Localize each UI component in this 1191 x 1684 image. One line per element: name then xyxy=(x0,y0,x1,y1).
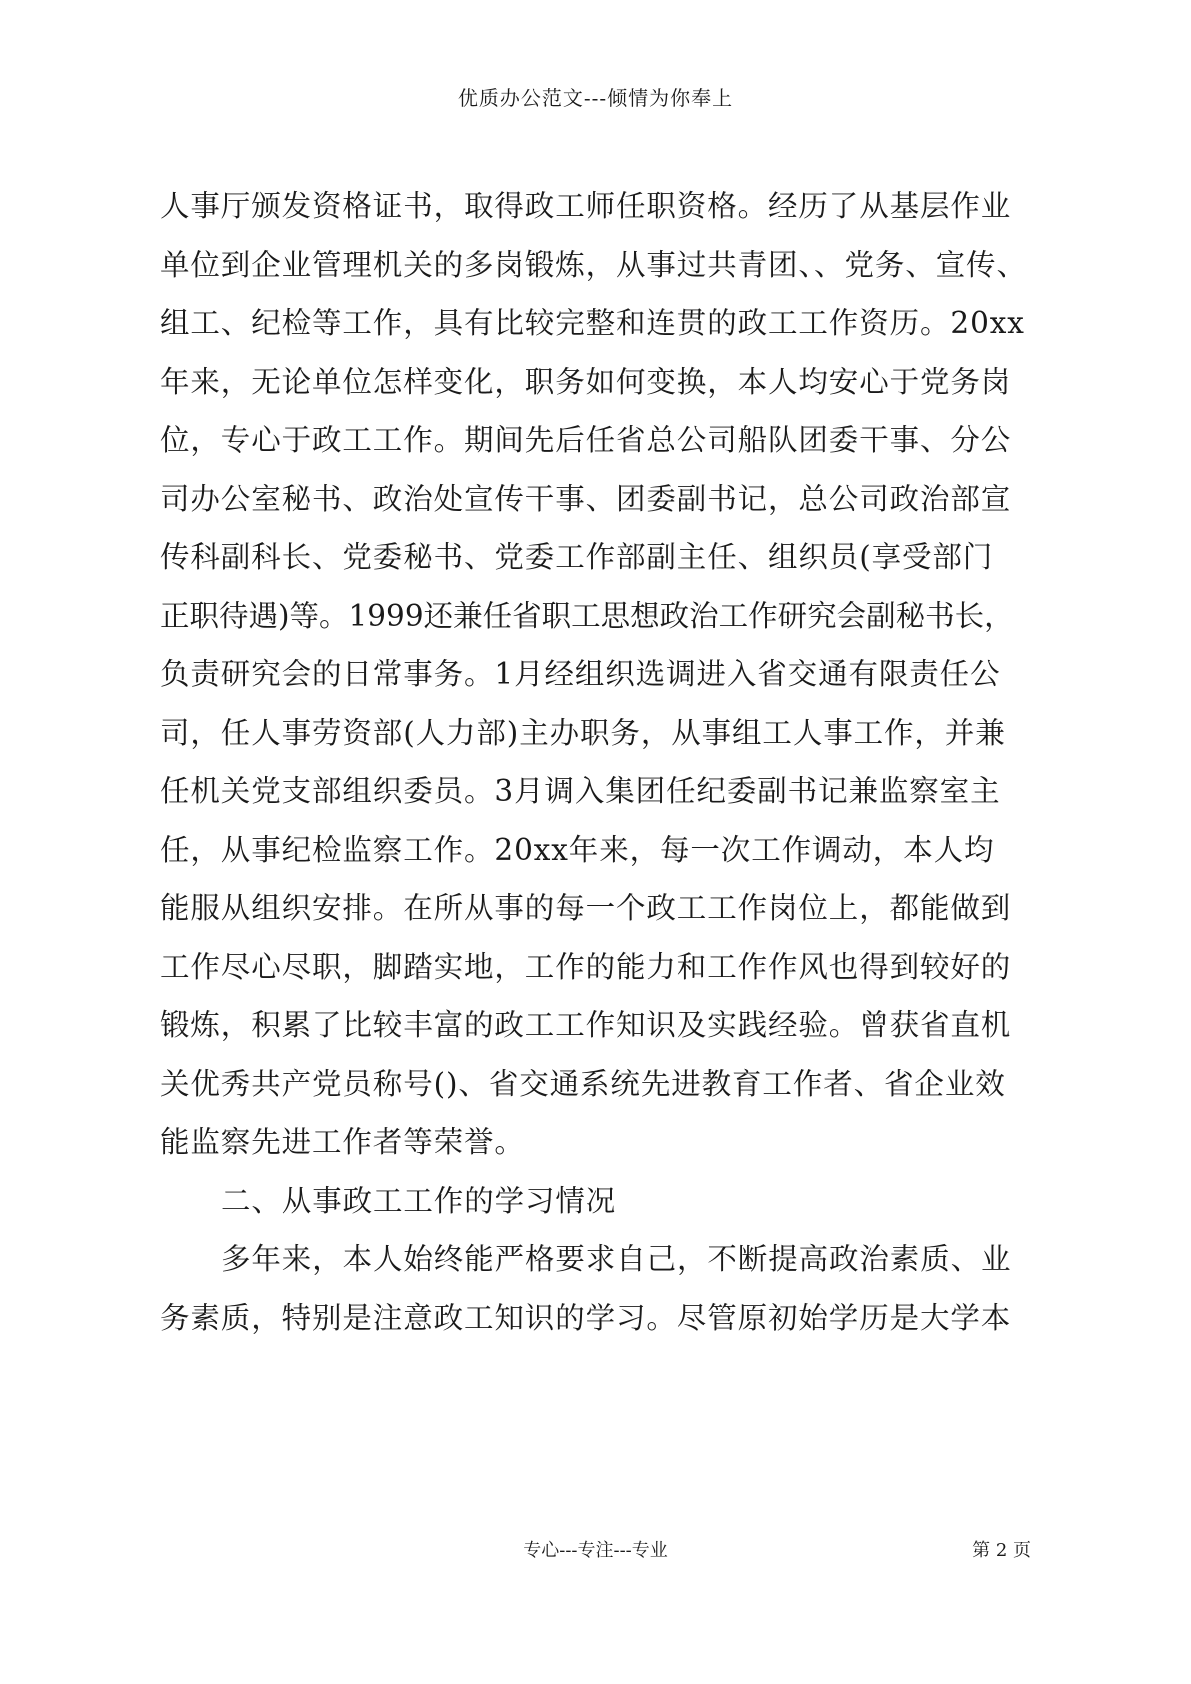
body-line-16: 关优秀共产党员称号()、省交通系统先进教育工作者、省企业效 xyxy=(160,1066,1006,1101)
body-line-17: 能监察先进工作者等荣誉。 xyxy=(160,1125,525,1159)
body-line-4: 年来，无论单位怎样变化，职务如何变换，本人均安心于党务岗 xyxy=(160,364,1012,399)
body-line-14: 工作尽心尽职，脚踏实地，工作的能力和工作作风也得到较好的 xyxy=(160,949,1012,984)
body-line-9: 负责研究会的日常事务。1月经组织选调进入省交通有限责任公 xyxy=(160,657,1001,691)
body-line-13: 能服从组织安排。在所从事的每一个政工工作岗位上，都能做到 xyxy=(160,891,1012,925)
page-footer-motto: 专心---专注---专业 xyxy=(523,1540,668,1561)
page-header: 优质办公范文---倾情为你奉上 xyxy=(457,86,734,110)
body-line-3: 组工、纪检等工作，具有比较完整和连贯的政工工作资历。20xx xyxy=(160,306,1025,340)
body-line-8: 正职待遇)等。1999还兼任省职工思想政治工作研究会副秘书长， xyxy=(160,598,1014,633)
document-body xyxy=(160,177,1040,1347)
body-line-7: 传科副科长、党委秘书、党委工作部副主任、组织员(享受部门 xyxy=(160,540,994,574)
body-line-10: 司，任人事劳资部(人力部)主办职务，从事组工人事工作，并兼 xyxy=(160,715,1006,750)
body-line-20: 务素质，特别是注意政工知识的学习。尽管原初始学历是大学本 xyxy=(160,1300,1012,1335)
body-line-11: 任机关党支部组织委员。3月调入集团任纪委副书记兼监察室主 xyxy=(160,774,1001,808)
body-line-6: 司办公室秘书、政治处宣传干事、团委副书记，总公司政治部宣 xyxy=(160,481,1012,516)
body-line-5: 位，专心于政工工作。期间先后任省总公司船队团委干事、分公 xyxy=(160,423,1012,457)
body-line-15: 锻炼，积累了比较丰富的政工工作知识及实践经验。曾获省直机 xyxy=(160,1008,1012,1042)
body-line-19: 多年来，本人始终能严格要求自己，不断提高政治素质、业 xyxy=(221,1242,1012,1276)
page-number: 第 2 页 xyxy=(972,1540,1031,1561)
body-line-2: 单位到企业管理机关的多岗锻炼，从事过共青团、、党务、宣传、 xyxy=(160,247,1027,282)
section-heading: 二、从事政工工作的学习情况 xyxy=(221,1183,617,1218)
body-line-1: 人事厅颁发资格证书，取得政工师任职资格。经历了从基层作业 xyxy=(160,189,1012,223)
body-line-12: 任，从事纪检监察工作。20xx年来，每一次工作调动，本人均 xyxy=(160,832,995,867)
